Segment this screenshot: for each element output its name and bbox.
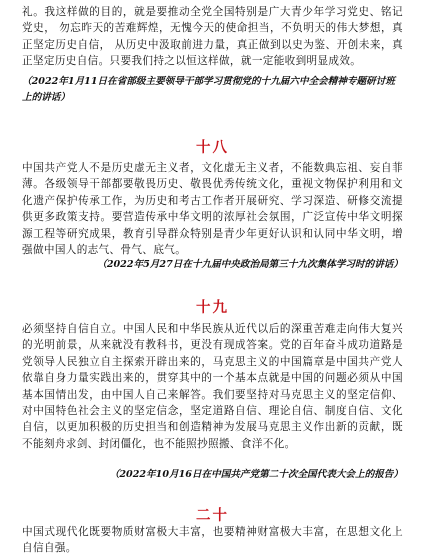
paragraph-top: 礼。我这样做的目的，就是要推动全党全国特别是广大青少年学习党史、铭记党史， 勿忘昨天的苦难辉煌，无愧今天的使命担当，不负明天的伟大梦想，真正坚定历史自信， 从历史中汲取前进力量，真正做到以史为鉴、开创未来，真正坚定历史自信。只要我们持之以恒这样做，就一定能收到明显成效。 — [22, 6, 403, 68]
paragraph-section-18: 中国共产党人不是历史虚无主义者，文化虚无主义者，不能数典忘祖、妄自菲薄。各级领导干部都要敬畏历史、敬畏优秀传统文化，重视文物保护利用和文化遗产保护传承工作，为历史和考古工作者开展研究、学习深造、研修交流提供更多政策支持。要营造传承中华文明的浓厚社会氛围，广泛宣传中华文明探源工程等研究成果，教育引导群众特别是青少年更好认识和认同中华文明，增强做中国人的志气、骨气、底气。 — [22, 162, 403, 257]
section-number-19: 十九 — [196, 299, 229, 316]
paragraph-section-19: 必须坚持自信自立。中国人民和中华民族从近代以后的深重苦难走向伟大复兴的光明前景，从来就没有教科书，更没有现成答案。党的百年奋斗成功道路是党领导人民独立自主探索开辟出来的，马克思主义的中国篇章是中国共产党人依靠自身力量实践出来的，贯穿其中的一个基本点就是中国的问题必须从中国基本国情出发，由中国人自己来解答。我们要坚持对马克思主义的坚定信仰、对中国特色社会主义的坚定信念，坚定道路自信、理论自信、制度自信、文化自信，以更加积极的历史担当和创造精神为发展马克思主义作出新的贡献，既不能刻舟求剑、封闭僵化，也不能照抄照搬、食洋不化。 — [22, 323, 403, 450]
paragraph-section-20: 中国式现代化既要物质财富极大丰富，也要精神财富极大丰富，在思想文化上自信自强。 — [22, 526, 403, 555]
section-number-20: 二十 — [196, 507, 229, 524]
source-note-18: （2022年5月27日在十九届中央政治局第三十九次集体学习时的讲话） — [97, 259, 403, 270]
source-note-1: （2022年1月11日在省部级主要领导干部学习贯彻党的十九届六中全会精神专题研讨班上的讲话） — [22, 76, 395, 103]
source-note-19: （2022年10月16日在中国共产党第二十次全国代表大会上的报告） — [109, 469, 403, 480]
section-number-18: 十八 — [196, 139, 229, 156]
